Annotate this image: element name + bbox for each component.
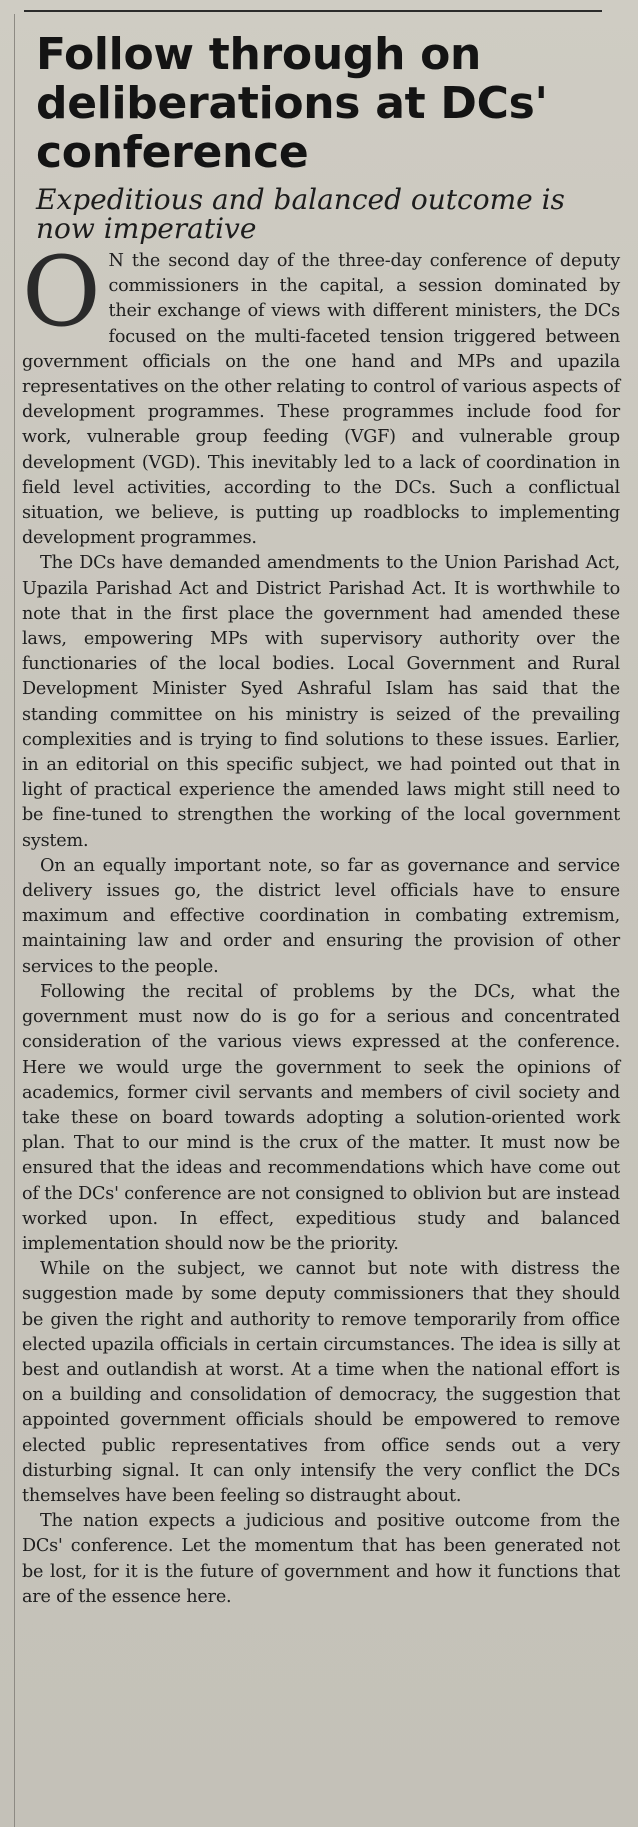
paragraph-1 bbox=[22, 236, 620, 551]
paragraph-3: On an equally important note, so far as governance and service delivery issues go, the district level officials have to ensure maximum and effective coordination in combating extremism, maintaining law and order and ensuring the provision of other services to the people. bbox=[22, 855, 620, 977]
top-rule bbox=[24, 0, 602, 12]
article-body bbox=[22, 236, 620, 1610]
paragraph-2: The DCs have demanded amendments to the Union Parishad Act, Upazila Parishad Act and District Parishad Act. It is worthwhile to note that in the first place the government had amended these laws, empowering MPs with supervisory authority over the functionaries of the local bodies. Local Government and Rural Development Minister Syed Ashraful Islam has said that the standing committee on his ministry is seized of the prevailing complexities and is trying to find solutions to these issues. Earlier, in an editorial on this specific subject, we had pointed out that in light of practical experience the amended laws might still need to be fine-tuned to strengthen the working of the local government system. bbox=[22, 553, 620, 851]
subheadline: Expeditious and balanced outcome is now imperative bbox=[36, 183, 565, 245]
headline: Follow through on deliberations at DCs' conference bbox=[36, 29, 548, 178]
paragraph-4: Following the recital of problems by the DCs, what the government must now do is go for a serious and concentrated consideration of the various views expressed at the conference. Here we would urge the government to seek the opinions of academics, former civil servants and members of civil society and take these on board towards adopting a solution-oriented work plan. That to our mind is the crux of the matter. It must now be ensured that the ideas and recommendations which have come out of the DCs' conference are not consigned to oblivion but are instead worked upon. In effect, expeditious study and balanced implementation should now be the priority. bbox=[22, 981, 620, 1254]
paragraph-6: The nation expects a judicious and positive outcome from the DCs' conference. Let the momentum that has been generated not be lost, for it is the future of government and how it functions that are of the essence here. bbox=[22, 1511, 620, 1607]
paragraph-5: While on the subject, we cannot but note with distress the suggestion made by some deputy commissioners that they should be given the right and authority to remove temporarily from office elected upazila officials in certain circumstances. The idea is silly at best and outlandish at worst. At a time when the national effort is on a building and consolidation of democracy, the suggestion that appointed government officials should be empowered to remove elected public representatives from office sends out a very disturbing signal. It can only intensify the very conflict the DCs themselves have been feeling so distraught about. bbox=[22, 1259, 620, 1506]
drop-cap: O bbox=[22, 236, 101, 348]
paragraph-1-text: N the second day of the three-day conference of deputy commissioners in the capital, a session dominated by their exchange of views with different ministers, the DCs focused on the multi-faceted tension triggered between government officials on the one hand and MPs and upazila representatives on the other relating to control of various aspects of development programmes. These programmes include food for work, vulnerable group feeding (VGF) and vulnerable group development (VGD). This inevitably led to a lack of coordination in field level activities, according to the DCs. Such a conflictual situation, we believe, is putting up roadblocks to implementing development programmes. bbox=[22, 251, 620, 549]
column-rule bbox=[14, 14, 15, 1827]
